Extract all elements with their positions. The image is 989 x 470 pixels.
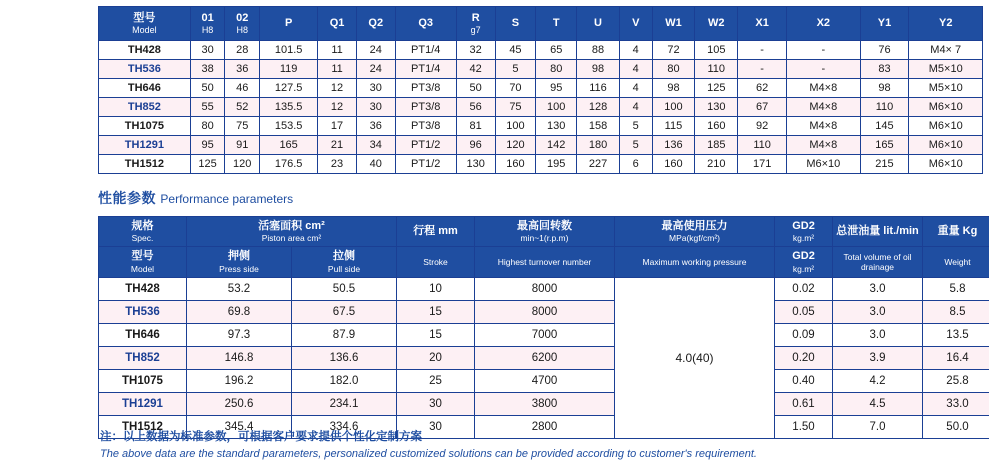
table-row: TH1291 95 91 165 21 34 PT1/2 96 120 142 180 5 136 185 110 M4×8 165 M6×10 — [99, 136, 983, 155]
perf-col-model: 型号 Model — [99, 247, 187, 277]
footnote-cn: 注：以上数据为标准参数，可根据客户要求提供个性化定制方案 — [100, 431, 422, 443]
footnote-en: The above data are the standard parameters, personalized customized solutions can be provided according to customer's requirement. — [100, 448, 757, 461]
perf-cell-model: TH852 — [99, 346, 187, 369]
perf-col-working-pressure-en: Maximum working pressure — [615, 247, 775, 277]
table-row: TH1075 80 75 153.5 17 36 PT3/8 81 100 130 158 5 115 160 92 M4×8 145 M6×10 — [99, 117, 983, 136]
dim-col-02: 02 H8 — [225, 7, 260, 41]
table-row: TH1512 125 120 176.5 23 40 PT1/2 130 160 195 227 6 160 210 171 M6×10 215 M6×10 — [99, 155, 983, 174]
dimensions-header-row — [99, 7, 983, 41]
table-row: TH428 30 28 101.5 11 24 PT1/4 32 45 65 88 4 72 105 - - 76 M4× 7 — [99, 41, 983, 60]
perf-col-weight-en: Weight — [923, 247, 989, 277]
dim-cell-model: TH852 — [99, 98, 191, 117]
perf-col-press-side: 押侧 Press side — [187, 247, 292, 277]
dim-col-01: 01 H8 — [190, 7, 225, 41]
dim-col-model — [99, 7, 191, 41]
table-row: TH1291 250.6 234.1 30 3800 0.61 4.5 33.0 — [99, 392, 989, 415]
table-row: TH1512 345.4 334.6 30 2800 1.50 7.0 50.0 — [99, 415, 989, 438]
perf-col-stroke-en: Stroke — [397, 247, 475, 277]
table-row: TH428 53.2 50.5 10 8000 4.0(40) 0.02 3.0 5.8 — [99, 277, 989, 300]
dim-col-w2: W2 — [695, 7, 738, 41]
dim-col-p: P — [260, 7, 318, 41]
perf-cell-model: TH646 — [99, 323, 187, 346]
footnote — [100, 429, 960, 463]
perf-cell-model: TH1512 — [99, 415, 187, 438]
perf-cell-model: TH1075 — [99, 369, 187, 392]
table-row: TH852 146.8 136.6 20 6200 0.20 3.9 16.4 — [99, 346, 989, 369]
perf-col-oil-drainage-en: Total volume of oil drainage — [833, 247, 923, 277]
dim-cell-model: TH1291 — [99, 136, 191, 155]
dim-col-r: R g7 — [456, 7, 495, 41]
perf-cell-model: TH536 — [99, 300, 187, 323]
perf-col-oil-drainage: 总泄油量 lit./min — [833, 217, 923, 247]
perf-col-stroke: 行程 mm — [397, 217, 475, 247]
table-row: TH852 55 52 135.5 12 30 PT3/8 56 75 100 128 4 100 130 67 M4×8 110 M6×10 — [99, 98, 983, 117]
perf-col-gd2: GD2 kg.m² — [775, 217, 833, 247]
perf-col-turnover-en: Highest turnover number — [475, 247, 615, 277]
perf-cell-model: TH428 — [99, 277, 187, 300]
table-row: TH646 97.3 87.9 15 7000 0.09 3.0 13.5 — [99, 323, 989, 346]
dim-col-u: U — [577, 7, 620, 41]
dim-col-q1: Q1 — [318, 7, 357, 41]
dim-col-y2: Y2 — [909, 7, 983, 41]
dim-cell-model: TH1075 — [99, 117, 191, 136]
performance-header-row-2 — [99, 247, 989, 277]
dim-col-x2: X2 — [787, 7, 860, 41]
dim-col-q3: Q3 — [395, 7, 456, 41]
section-title-cn: 性能参数 — [98, 190, 156, 206]
perf-cell-pressure: 4.0(40) — [615, 277, 775, 438]
dim-cell-model: TH428 — [99, 41, 191, 60]
table-row: TH536 38 36 119 11 24 PT1/4 42 5 80 98 4 80 110 - - 83 M5×10 — [99, 60, 983, 79]
dim-col-w1: W1 — [652, 7, 695, 41]
performance-table — [98, 216, 989, 439]
dim-col-model-en: Model — [132, 24, 157, 35]
perf-cell-model: TH1291 — [99, 392, 187, 415]
performance-header-row-1 — [99, 217, 989, 247]
table-row: TH646 50 46 127.5 12 30 PT3/8 50 70 95 116 4 98 125 62 M4×8 98 M5×10 — [99, 79, 983, 98]
section-title-en: Performance parameters — [160, 192, 294, 206]
perf-col-pull-side: 拉侧 Pull side — [292, 247, 397, 277]
dim-col-s: S — [495, 7, 536, 41]
perf-col-turnover: 最高回转数 min~1(r.p.m) — [475, 217, 615, 247]
dim-cell-model: TH1512 — [99, 155, 191, 174]
dim-col-q2: Q2 — [356, 7, 395, 41]
table-row: TH1075 196.2 182.0 25 4700 0.40 4.2 25.8 — [99, 369, 989, 392]
dim-col-v: V — [619, 7, 652, 41]
dimensions-table — [98, 6, 983, 174]
perf-col-weight: 重量 Kg — [923, 217, 989, 247]
perf-col-piston-area: 活塞面积 cm² Piston area cm² — [187, 217, 397, 247]
perf-col-spec: 规格 Spec. — [99, 217, 187, 247]
dim-col-t: T — [536, 7, 577, 41]
perf-col-working-pressure: 最高使用压力 MPa(kgf/cm²) — [615, 217, 775, 247]
section-title-performance — [98, 188, 293, 208]
dim-cell-model: TH536 — [99, 60, 191, 79]
perf-col-gd2-2: GD2 kg.m² — [775, 247, 833, 277]
dim-col-x1: X1 — [738, 7, 787, 41]
dim-col-y1: Y1 — [860, 7, 909, 41]
table-row: TH536 69.8 67.5 15 8000 0.05 3.0 8.5 — [99, 300, 989, 323]
dim-col-model-cn: 型号 — [133, 12, 156, 24]
dim-cell-model: TH646 — [99, 79, 191, 98]
